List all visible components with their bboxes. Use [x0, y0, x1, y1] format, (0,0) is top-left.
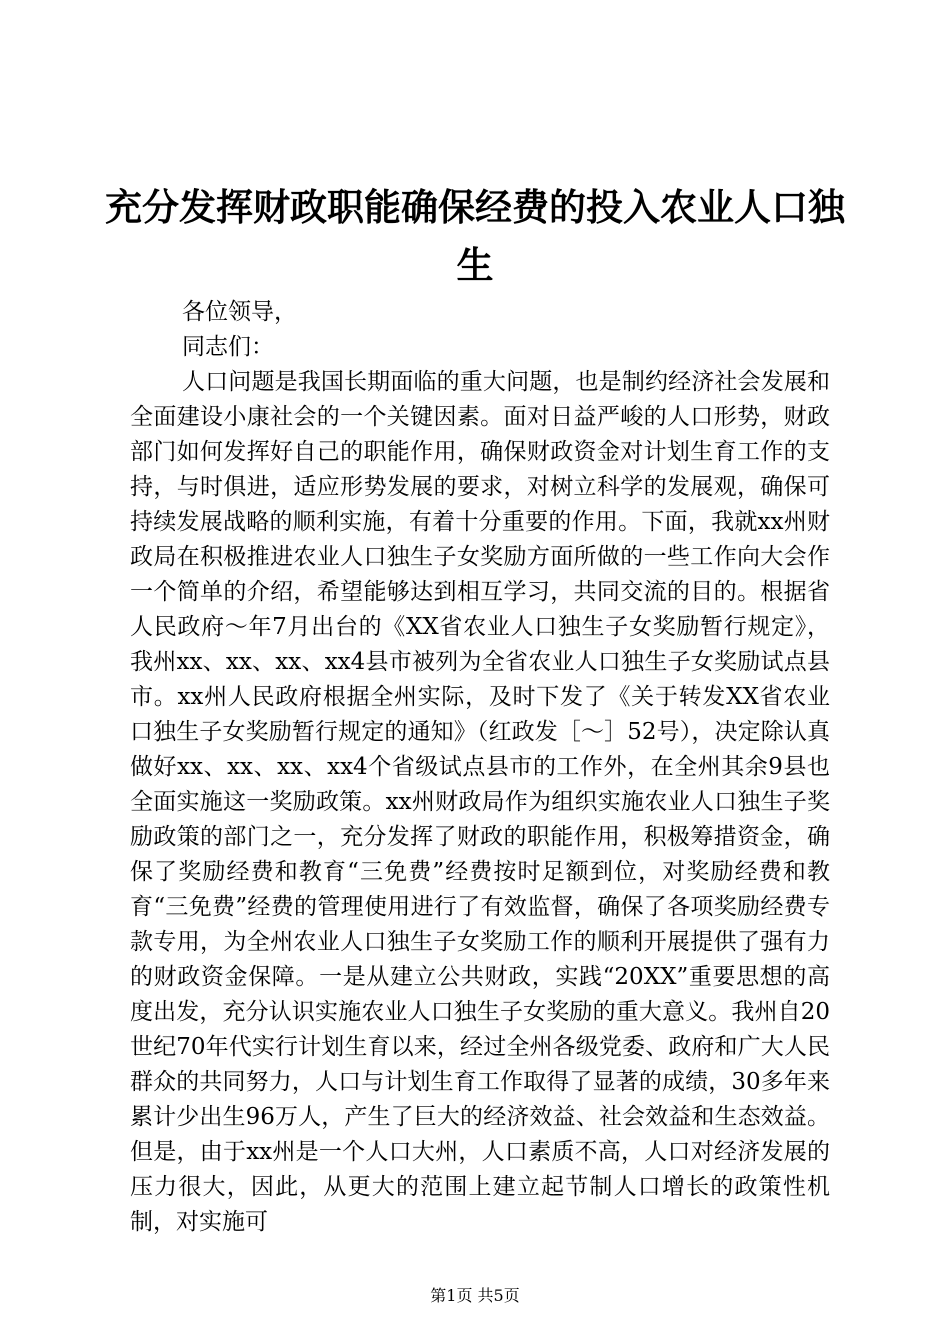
document-body	[130, 295, 830, 1240]
greeting-comrades: 同志们：	[182, 334, 274, 360]
greeting-leaders: 各位领导，	[182, 299, 297, 325]
body-paragraph: 人口问题是我国长期面临的重大问题，也是制约经济社会发展和全面建设小康社会的一个关键因素。面对日益严峻的人口形势，财政部门如何发挥好自己的职能作用，确保财政资金对计划生育工作的支持，与时俱进，适应形势发展的要求，对树立科学的发展观，确保可持续发展战略的顺利实施，有着十分重要的作用。下面，我就xx州财政局在积极推进农业人口独生子女奖励方面所做的一些工作向大会作一个简单的介绍，希望能够达到相互学习，共同交流的目的。根据省人民政府～年7月出台的《XX省农业人口独生子女奖励暂行规定》，我州xx、xx、xx、xx4县市被列为全省农业人口独生子女奖励试点县市。xx州人民政府根据全州实际，及时下发了《关于转发XX省农业口独生子女奖励暂行规定的通知》（红政发［～］52号），决定除认真做好xx、xx、xx、xx4个省级试点县市的工作外，在全州其余9县也全面实施这一奖励政策。xx州财政局作为组织实施农业人口独生子奖励政策的部门之一，充分发挥了财政的职能作用，积极筹措资金，确保了奖励经费和教育“三免费”经费按时足额到位，对奖励经费和教育“三免费”经费的管理使用进行了有效监督，确保了各项奖励经费专款专用，为全州农业人口独生子女奖励工作的顺利开展提供了强有力的财政资金保障。一是从建立公共财政，实践“20XX”重要思想的高度出发，充分认识实施农业人口独生子女奖励的重大意义。我州自20世纪70年代实行计划生育以来，经过全州各级党委、政府和广大人民群众的共同努力，人口与计划生育工作取得了显著的成绩，30多年来累计少出生96万人，产生了巨大的经济效益、社会效益和生态效益。但是，由于xx州是一个人口大州，人口素质不高，人口对经济发展的压力很大，因此，从更大的范围上建立起节制人口增长的政策性机制，对实施可	[130, 369, 830, 1235]
page-number-footer: 第1页 共5页	[430, 1286, 520, 1305]
document-title: 充分发挥财政职能确保经费的投入农业人口独生	[105, 185, 845, 287]
